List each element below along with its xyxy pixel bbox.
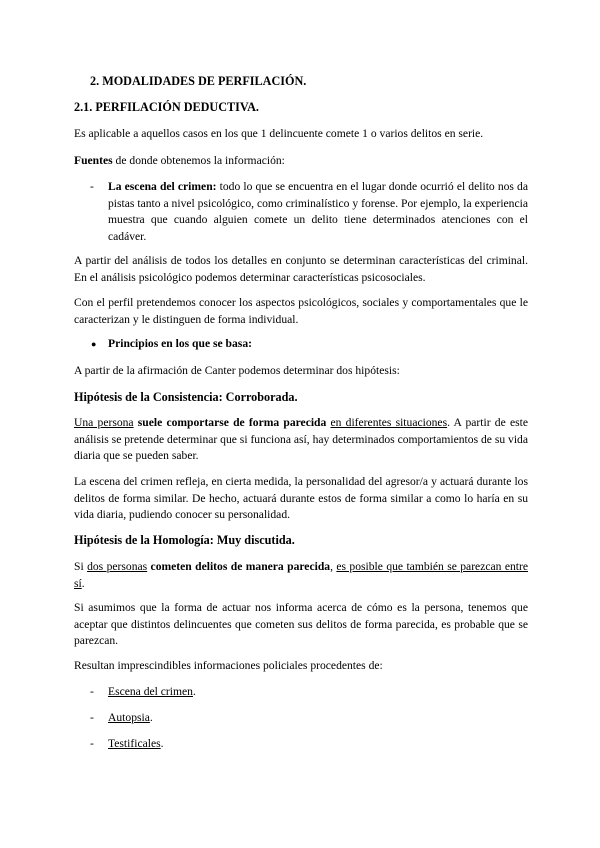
paragraph-intro: Es aplicable a aquellos casos en los que 1 delincuente comete 1 o varios delitos en serie. <box>74 127 484 140</box>
bullet-dot: ● <box>91 339 97 349</box>
heading-principios: Principios en los que se basa: <box>108 337 252 350</box>
escena-bold: La escena del crimen: <box>108 180 217 193</box>
paragraph-fuentes <box>74 153 528 170</box>
paragraph-asumimos: Si asumimos que la forma de actuar nos informa acerca de cómo es la persona, tenemos que aceptar que distintos delincuentes que cometen sus delitos de forma parecida, es probable que se parezcan. <box>74 601 528 647</box>
paragraph-escena-refleja: La escena del crimen refleja, en cierta medida, la personalidad del agresor/a y actuará durante los delitos de forma similar. De hecho, actuará durante estos de forma similar a como lo haría en su vida diaria, pudiendo conocer su personalidad. <box>74 475 528 521</box>
paragraph-analisis: A partir del análisis de todos los detalles en conjunto se determinan características del criminal. En el análisis psicológico podemos determinar características psicosociales. <box>74 254 528 284</box>
escena-rest: todo lo que se encuentra en el lugar donde ocurrió el delito nos da pistas tanto a nivel psicológico, como criminalístico y forense. Por ejemplo, la experiencia muestra que cuando alguien comete un delito tiene determinados atenciones con el cadáver. <box>108 180 528 243</box>
list-item-escena <box>108 179 528 245</box>
fuentes-bold: Fuentes <box>74 154 113 167</box>
list-item-testificales: Testificales. <box>108 737 164 750</box>
heading-hipotesis-consistencia: Hipótesis de la Consistencia: Corroborada. <box>74 390 298 404</box>
bullet-dash: - <box>90 711 94 724</box>
paragraph-perfil: Con el perfil pretendemos conocer los aspectos psicológicos, sociales y comportamentales que le caracterizan y le distinguen de forma individual. <box>74 296 528 326</box>
paragraph-canter: A partir de la afirmación de Canter podemos determinar dos hipótesis: <box>74 364 400 377</box>
bullet-dash: - <box>90 685 94 698</box>
paragraph-consistencia: Una persona suele comportarse de forma parecida en diferentes situaciones. A partir de este análisis se pretende determinar que si funciona así, hay determinados comportamientos de su vida diaria que se pueden saber. <box>74 416 528 462</box>
fuentes-rest: de donde obtenemos la información: <box>112 154 285 167</box>
heading-hipotesis-homologia: Hipótesis de la Homología: Muy discutida. <box>74 533 295 547</box>
bullet-dash: - <box>90 737 94 750</box>
bullet-dash: - <box>90 180 94 193</box>
heading-perfilacion-deductiva: 2.1. PERFILACIÓN DEDUCTIVA. <box>74 100 259 114</box>
paragraph-resultan: Resultan imprescindibles informaciones policiales procedentes de: <box>74 659 383 672</box>
list-item-autopsia: Autopsia. <box>108 711 153 724</box>
paragraph-homologia: Si dos personas cometen delitos de manera parecida, es posible que también se parezcan entre sí. <box>74 560 528 590</box>
list-item-escena-crimen: Escena del crimen. <box>108 685 196 698</box>
heading-modalidades: 2. MODALIDADES DE PERFILACIÓN. <box>90 74 307 88</box>
